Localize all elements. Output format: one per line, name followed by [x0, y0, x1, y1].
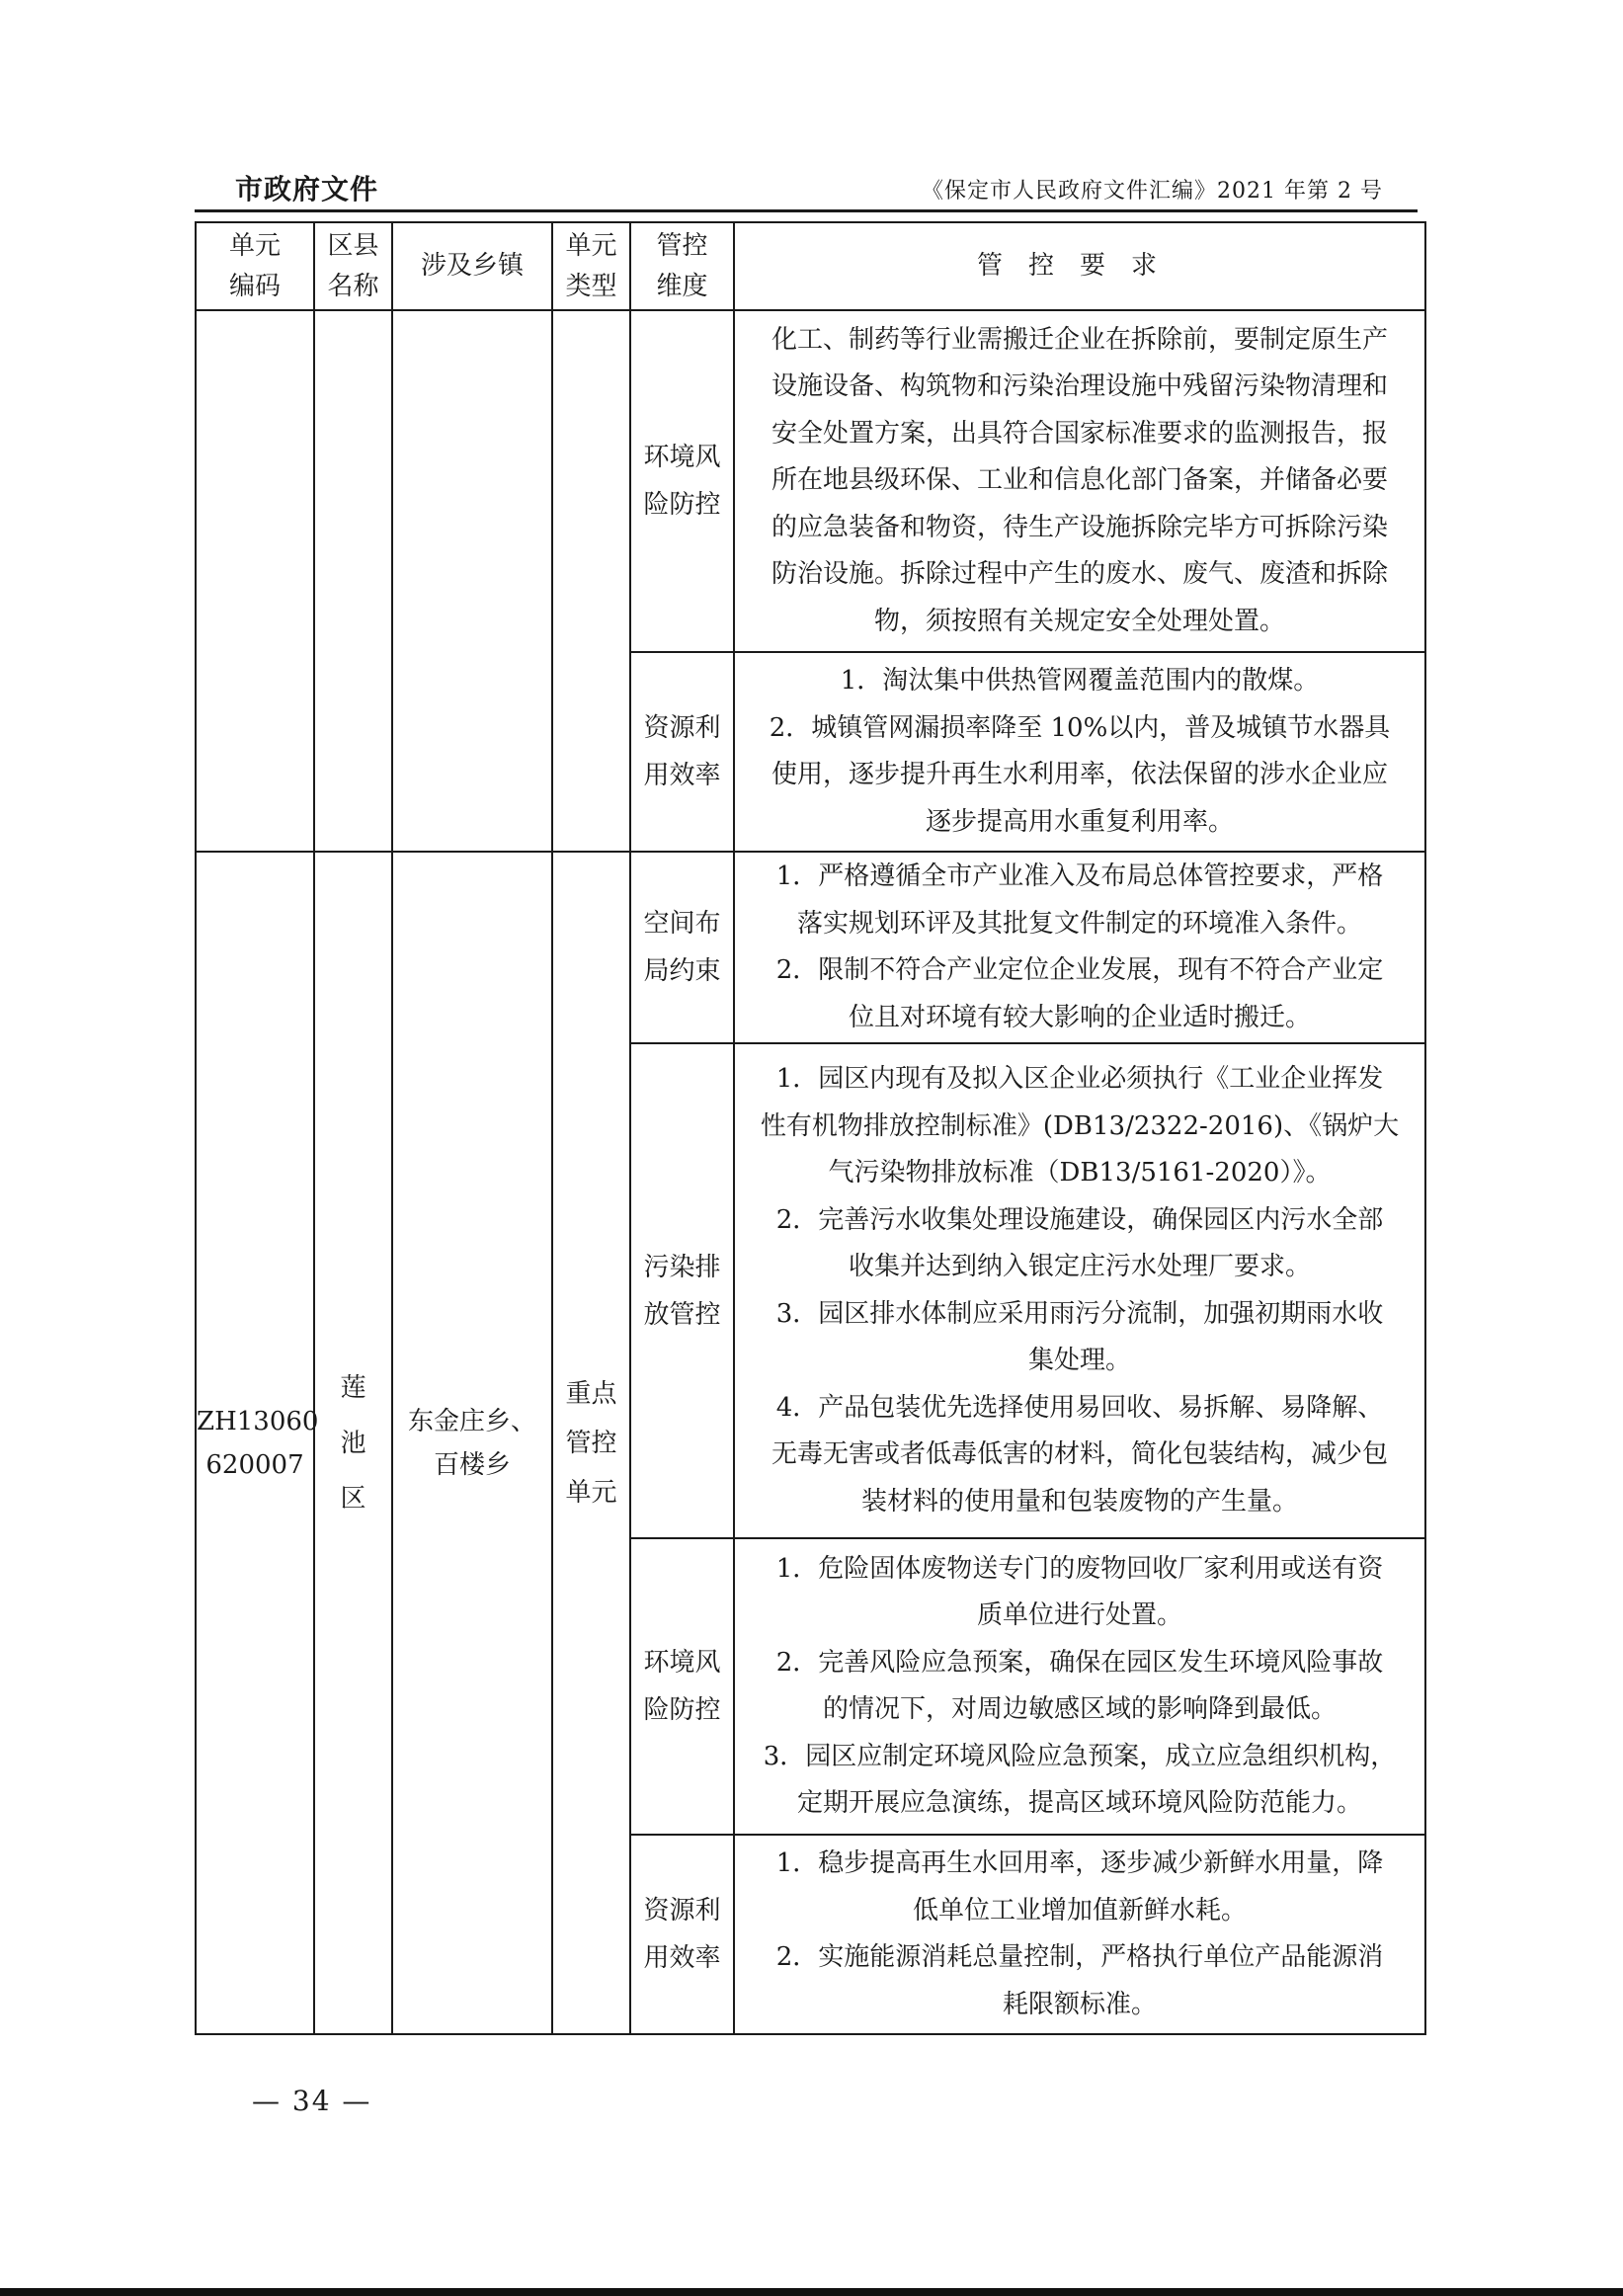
- table-row: [196, 852, 1425, 1043]
- column-header-dimension: 管控 维度: [630, 222, 734, 310]
- requirements-cell: [734, 1043, 1425, 1538]
- requirement-line: 2．完善污水收集处理设施建设，确保园区内污水全部: [775, 1204, 1384, 1235]
- requirement-line: 低单位工业增加值新鲜水耗。: [912, 1895, 1247, 1926]
- requirement-line: 2．实施能源消耗总量控制，严格执行单位产品能源消: [775, 1942, 1384, 1972]
- header-divider: [195, 209, 1418, 212]
- dimension-cell-environmental-risk: 环境风 险防控: [630, 310, 734, 652]
- requirement-line: 使用，逐步提升再生水利用率，依法保留的涉水企业应: [771, 760, 1388, 789]
- document-source-label: 市政府文件: [235, 173, 379, 205]
- county-cell: 莲 池 区: [314, 852, 392, 2034]
- requirements-cell: [734, 310, 1425, 652]
- requirement-line: 2．城镇管网漏损率降至 10%以内，普及城镇节水器具: [769, 712, 1391, 743]
- requirement-line: 设施设备、构筑物和污染治理设施中残留污染物清理和: [771, 371, 1388, 402]
- requirements-cell: [734, 1538, 1425, 1835]
- requirement-line: 逐步提高用水重复利用率。: [925, 806, 1234, 837]
- requirement-line: 3．园区应制定环境风险应急预案，成立应急组织机构，: [763, 1741, 1397, 1771]
- requirement-line: 安全处置方案，出具符合国家标准要求的监测报告，报: [771, 418, 1388, 449]
- continued-county-cell: [314, 310, 392, 852]
- table-header-row: [196, 222, 1425, 310]
- control-requirements-table: [195, 221, 1426, 2035]
- requirement-line: 1．园区内现有及拟入区企业必须执行《工业企业挥发: [775, 1064, 1384, 1094]
- towns-cell: 东金庄乡、 百楼乡: [392, 852, 552, 2034]
- requirement-line: 位且对环境有较大影响的企业适时搬迁。: [848, 1002, 1311, 1032]
- requirement-line: 定期开展应急演练，提高区域环境风险防范能力。: [796, 1788, 1362, 1818]
- requirement-line: 所在地县级环保、工业和信息化部门备案，并储备必要: [771, 465, 1388, 496]
- requirement-line: 收集并达到纳入银定庄污水处理厂要求。: [848, 1252, 1311, 1281]
- continued-code-cell: [196, 310, 314, 852]
- column-header-towns: 涉及乡镇: [392, 222, 552, 310]
- requirement-line: 化工、制药等行业需搬迁企业在拆除前，要制定原生产: [771, 324, 1388, 355]
- requirement-line: 无毒无害或者低毒低害的材料，简化包装结构，减少包: [771, 1439, 1388, 1469]
- requirement-line: 的情况下，对周边敏感区域的影响降到最低。: [822, 1694, 1337, 1724]
- requirement-line: 性有机物排放控制标准》(DB13/2322-2016)、《锅炉大: [760, 1110, 1400, 1141]
- unit-code-cell: ZH13060 620007: [196, 852, 314, 2034]
- dimension-cell-spatial-layout: 空间布 局约束: [630, 852, 734, 1043]
- requirement-line: 2．完善风险应急预案，确保在园区发生环境风险事故: [775, 1647, 1384, 1678]
- requirement-line: 落实规划环评及其批复文件制定的环境准入条件。: [796, 908, 1362, 939]
- requirement-line: 装材料的使用量和包装废物的产生量。: [860, 1486, 1298, 1517]
- requirement-line: 1．淘汰集中供热管网覆盖范围内的散煤。: [840, 666, 1320, 696]
- requirement-line: 3．园区排水体制应采用雨污分流制，加强初期雨水收: [775, 1298, 1384, 1329]
- requirements-cell: [734, 652, 1425, 852]
- requirement-line: 1．危险固体废物送专门的废物回收厂家利用或送有资: [775, 1553, 1384, 1584]
- table-row: [196, 310, 1425, 652]
- requirements-cell: [734, 1835, 1425, 2034]
- requirement-line: 的应急装备和物资，待生产设施拆除完毕方可拆除污染: [771, 512, 1388, 542]
- requirement-line: 4．产品包装优先选择使用易回收、易拆解、易降解、: [775, 1392, 1384, 1423]
- continued-type-cell: [552, 310, 630, 852]
- requirement-line: 防治设施。拆除过程中产生的废水、废气、废渣和拆除: [771, 559, 1388, 590]
- requirement-line: 物，须按照有关规定安全处理处置。: [873, 606, 1285, 636]
- dimension-cell-pollution-discharge: 污染排 放管控: [630, 1043, 734, 1538]
- dimension-cell-resource-efficiency: 资源利 用效率: [630, 1835, 734, 2034]
- column-header-unit-type: 单元 类型: [552, 222, 630, 310]
- publication-title: 《保定市人民政府文件汇编》2021 年第 2 号: [922, 179, 1383, 204]
- requirement-line: 2．限制不符合产业定位企业发展，现有不符合产业定: [775, 955, 1384, 985]
- scan-edge-bar: [0, 2288, 1623, 2296]
- continued-towns-cell: [392, 310, 552, 852]
- requirement-line: 集处理。: [1027, 1346, 1131, 1375]
- requirement-line: 质单位进行处置。: [976, 1600, 1182, 1630]
- page-number: — 34 —: [252, 2085, 372, 2117]
- column-header-county: 区县 名称: [314, 222, 392, 310]
- requirement-line: 1．严格遵循全市产业准入及布局总体管控要求，严格: [775, 861, 1384, 891]
- unit-type-cell: 重点 管控 单元: [552, 852, 630, 2034]
- requirements-cell: [734, 852, 1425, 1043]
- requirement-line: 1．稳步提高再生水回用率，逐步减少新鲜水用量，降: [775, 1848, 1384, 1878]
- column-header-requirements: 管控要求: [734, 222, 1425, 310]
- dimension-cell-resource-efficiency: 资源利 用效率: [630, 652, 734, 852]
- requirement-line: 耗限额标准。: [1002, 1989, 1157, 2019]
- requirement-line: 气污染物排放标准（DB13/5161-2020）》。: [828, 1158, 1332, 1188]
- column-header-code: 单元 编码: [196, 222, 314, 310]
- dimension-cell-environmental-risk: 环境风 险防控: [630, 1538, 734, 1835]
